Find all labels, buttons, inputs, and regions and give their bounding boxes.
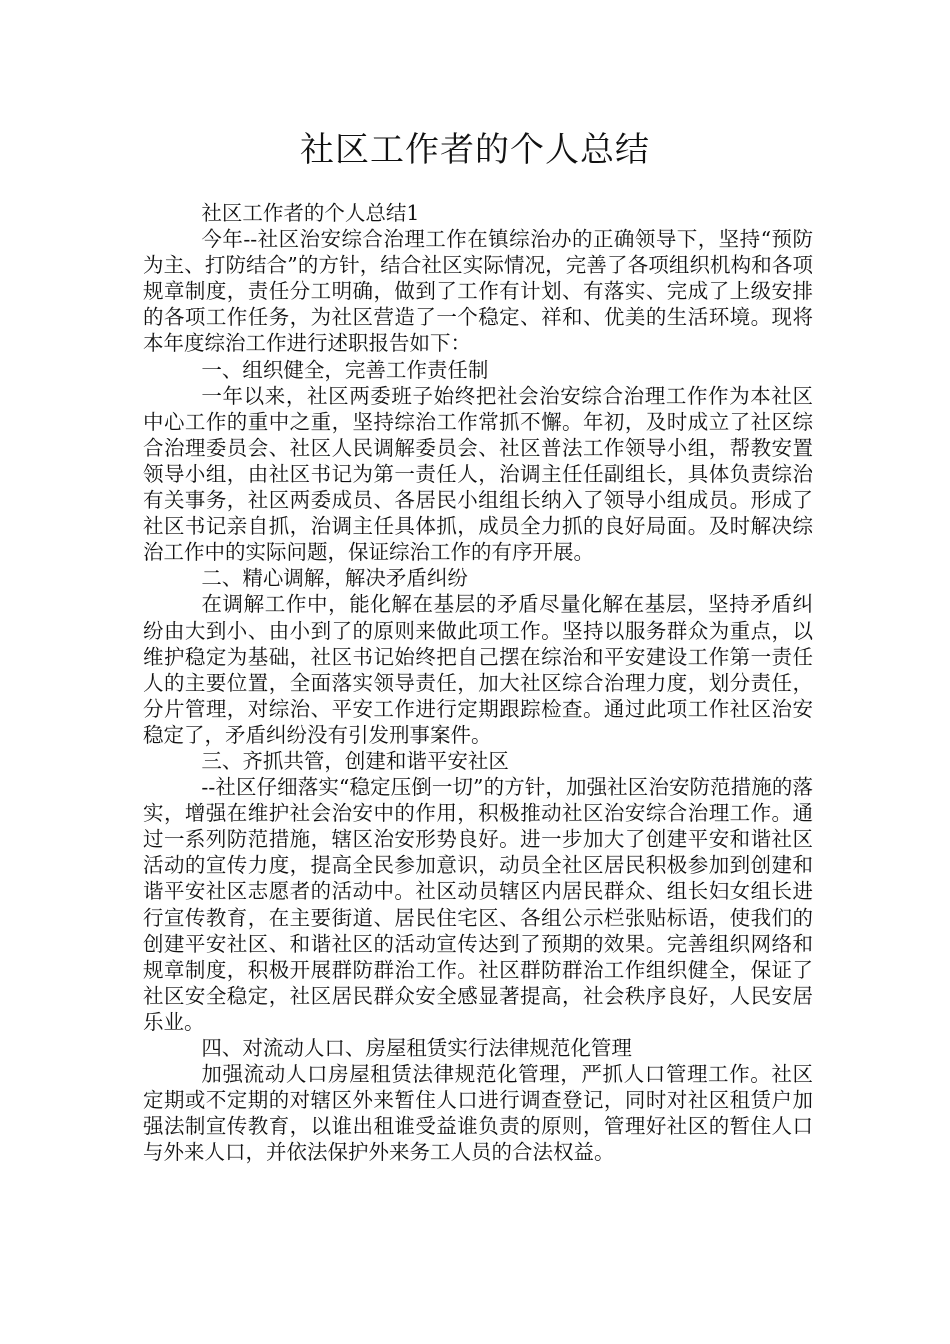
section-heading-3: 三、齐抓共管，创建和谐平安社区 xyxy=(201,748,509,773)
section-heading-1: 一、组织健全，完善工作责任制 xyxy=(201,357,489,382)
body-paragraph: 在调解工作中，能化解在基层的矛盾尽量化解在基层，坚持矛盾纠纷由大到小、由小到了的原则来做此项工作。坚持以服务群众为重点，以维护稳定为基础，社区书记始终把自己摆在综治和平安建设工作第一责任人的主要位置，全面落实领导责任，加大社区综合治理力度，划分责任，分片管理，对综治、平安工作进行定期跟踪检查。通过此项工作社区治安稳定了，矛盾纠纷没有引发刑事案件。 xyxy=(143,592,813,747)
document-title: 社区工作者的个人总结 xyxy=(300,130,650,170)
section-heading-4: 四、对流动人口、房屋租赁实行法律规范化管理 xyxy=(201,1036,632,1060)
body-paragraph: --社区仔细落实“稳定压倒一切”的方针，加强社区治安防范措施的落实，增强在维护社会治安中的作用，积极推动社区治安综合治理工作。通过一系列防范措施，辖区治安形势良好。进一步加大了创建平安和谐社区活动的宣传力度，提高全民参加意识，动员全社区居民积极参加到创建和谐平安社区志愿者的活动中。社区动员辖区内居民群众、组长妇女组长进行宣传教育，在主要街道、居民住宅区、各组公示栏张贴标语，使我们的创建平安社区、和谐社区的活动宣传达到了预期的效果。完善组织网络和规章制度，积极开展群防群治工作。社区群防群治工作组织健全，保证了社区安全稳定，社区居民群众安全感显著提高，社会秩序良好，人民安居乐业。 xyxy=(143,775,813,1034)
intro-paragraph: 今年--社区治安综合治理工作在镇综治办的正确领导下，坚持“预防为主、打防结合”的方针，结合社区实际情况，完善了各项组织机构和各项规章制度，责任分工明确，做到了工作有计划、有落实、完成了上级安排的各项工作任务，为社区营造了一个稳定、祥和、优美的生活环境。现将本年度综治工作进行述职报告如下： xyxy=(143,227,813,356)
section-heading-2: 二、精心调解，解决矛盾纠纷 xyxy=(201,566,468,591)
body-paragraph: 加强流动人口房屋租赁法律规范化管理，严抓人口管理工作。社区定期或不定期的对辖区外来暂住人口进行调查登记，同时对社区租赁户加强法制宣传教育，以谁出租谁受益谁负责的原则，管理好社区的暂住人口与外来人口，并依法保护外来务工人员的合法权益。 xyxy=(143,1062,813,1165)
subtitle-paragraph: 社区工作者的个人总结1 xyxy=(201,201,420,225)
document-body xyxy=(143,200,813,1165)
body-paragraph: 一年以来，社区两委班子始终把社会治安综合治理工作作为本社区中心工作的重中之重，坚持综治工作常抓不懈。年初，及时成立了社区综合治理委员会、社区人民调解委员会、社区普法工作领导小组，帮教安置领导小组，由社区书记为第一责任人，治调主任任副组长，具体负责综治有关事务，社区两委成员、各居民小组组长纳入了领导小组成员。形成了社区书记亲自抓，治调主任具体抓，成员全力抓的良好局面。及时解决综治工作中的实际问题，保证综治工作的有序开展。 xyxy=(143,383,813,565)
